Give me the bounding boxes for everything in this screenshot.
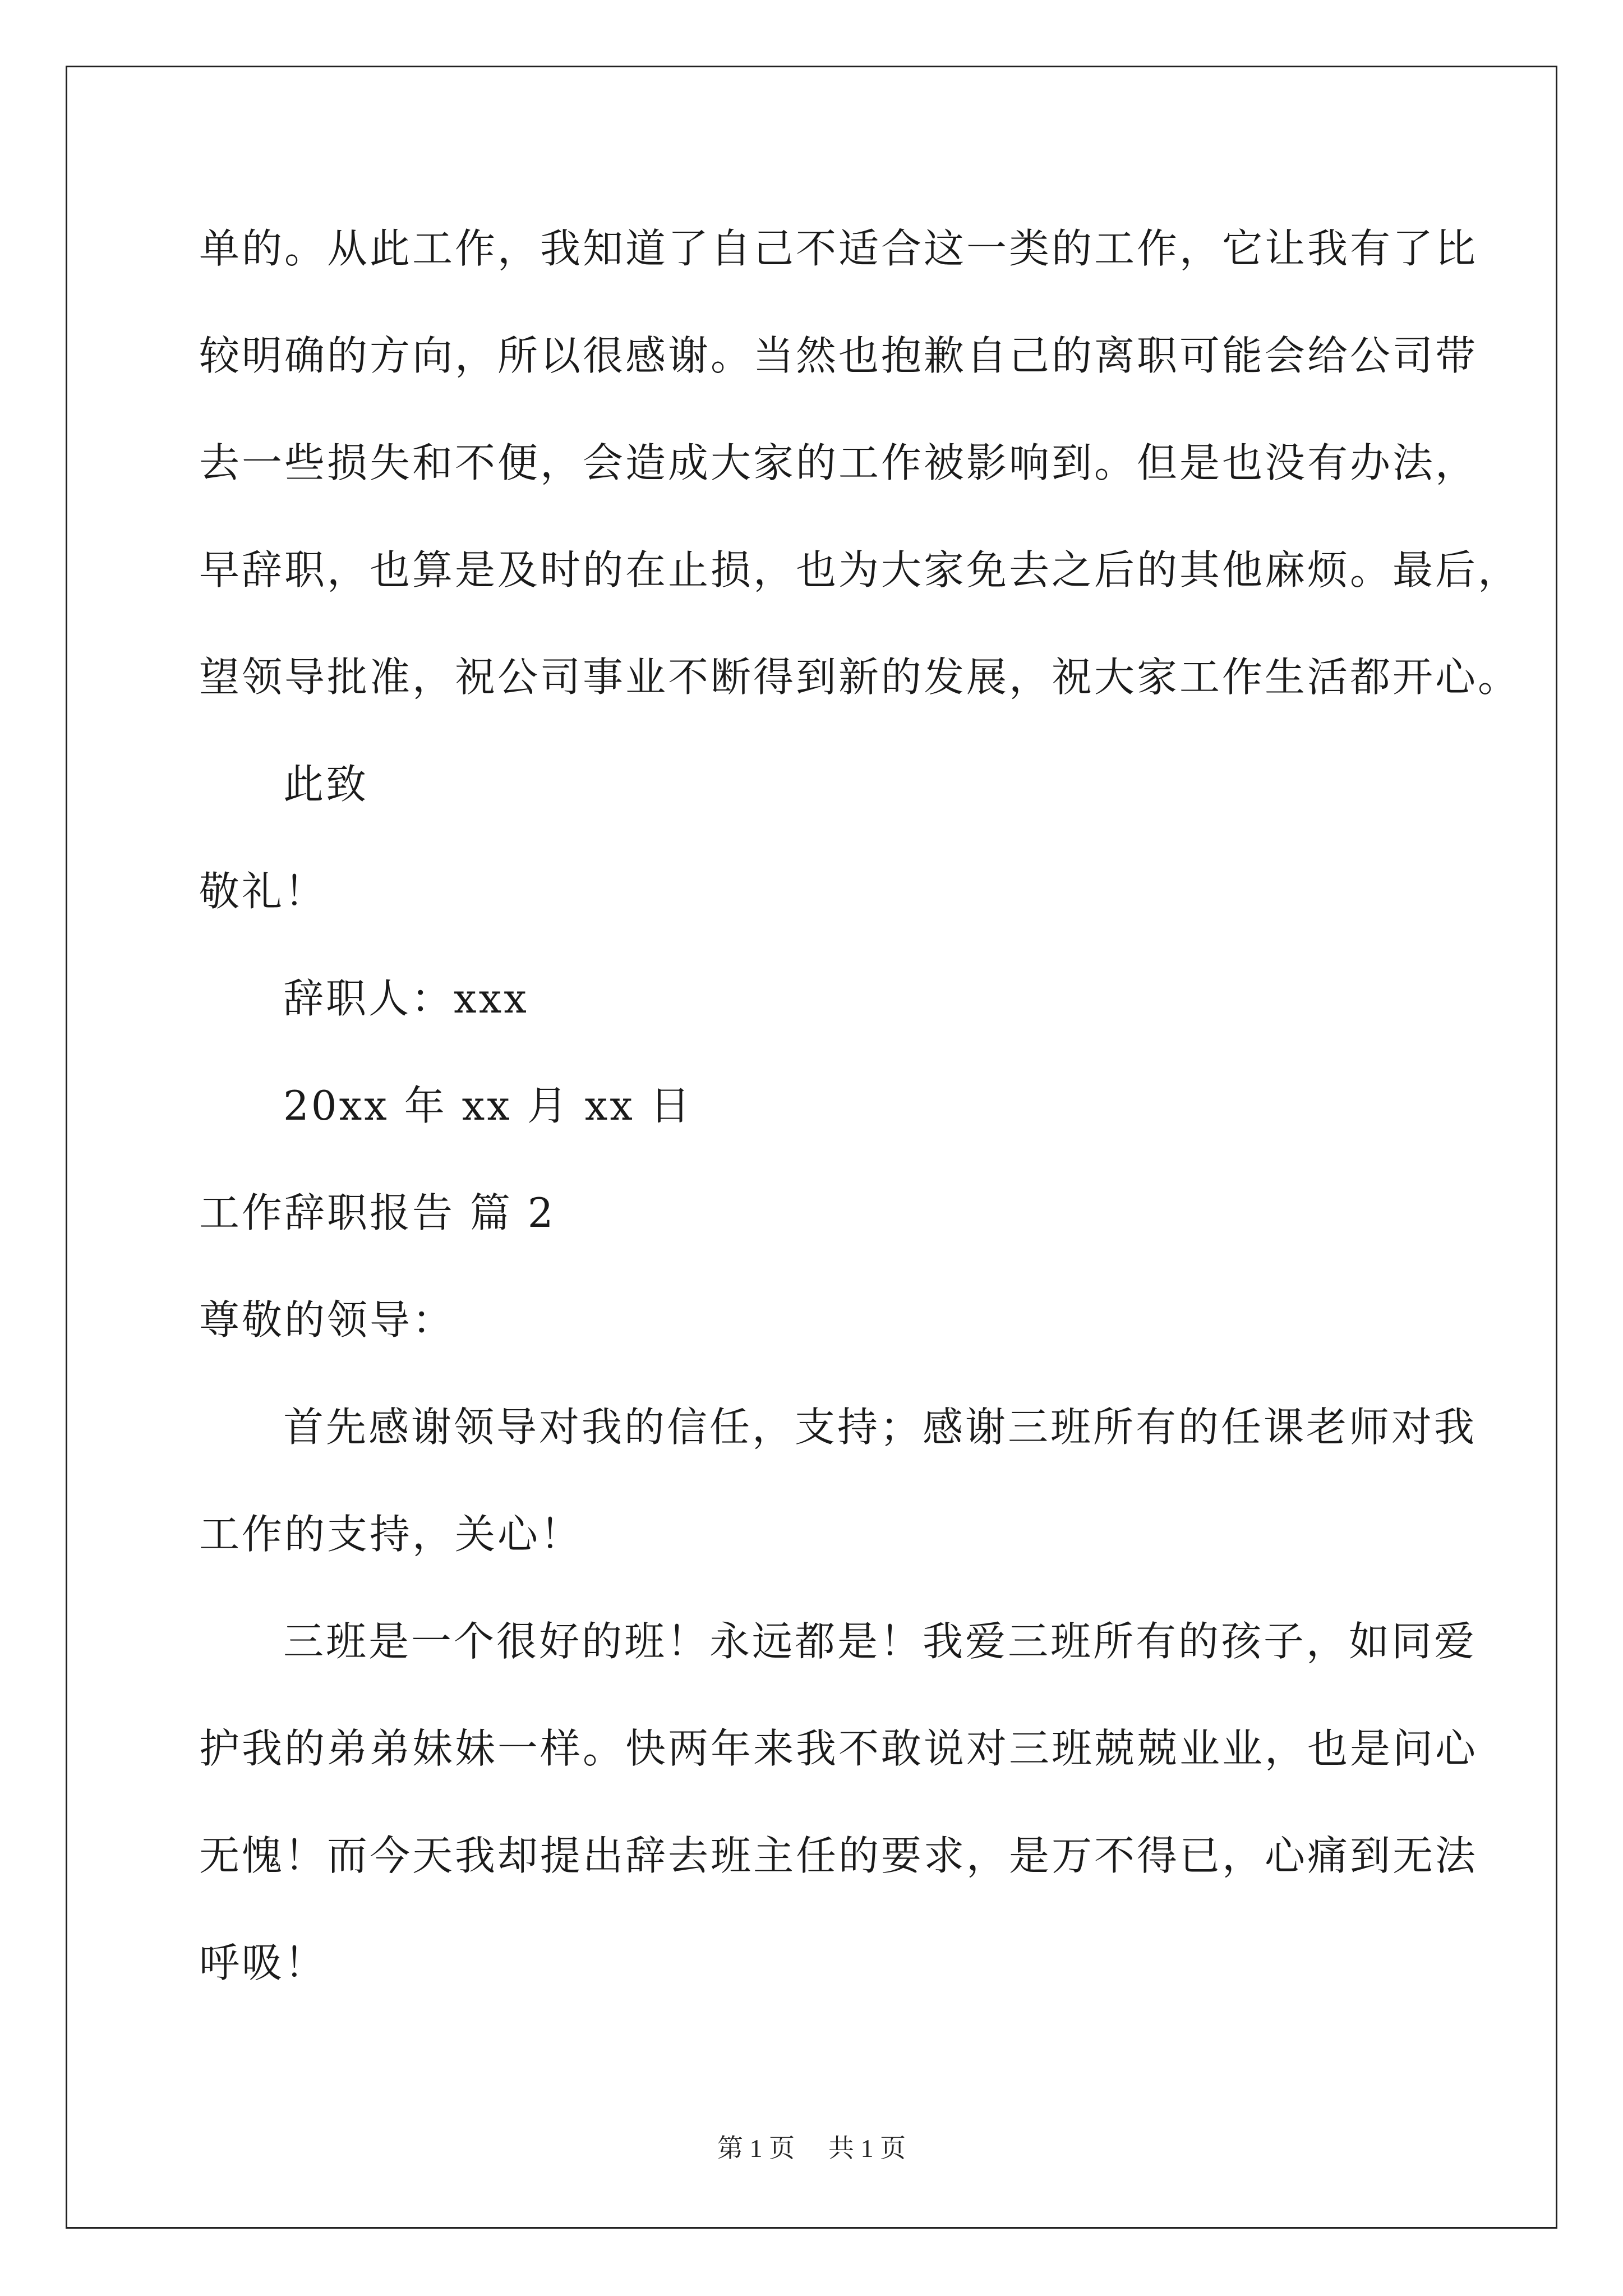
greeting: 尊敬的领导： bbox=[199, 1296, 455, 1343]
page-number-current: 第 1 页 bbox=[717, 2134, 795, 2162]
signature-name: 辞职人：xxx bbox=[283, 975, 529, 1022]
paragraph-line: 单的。从此工作，我知道了自己不适合这一类的工作，它让我有了比 bbox=[199, 225, 1478, 272]
paragraph-line: 无愧！而今天我却提出辞去班主任的要求，是万不得已，心痛到无法 bbox=[199, 1832, 1478, 1879]
page-footer bbox=[0, 2132, 1623, 2165]
paragraph-line: 去一些损失和不便，会造成大家的工作被影响到。但是也没有办法， bbox=[199, 439, 1478, 486]
signature-date: 20xx 年 xx 月 xx 日 bbox=[283, 1082, 693, 1129]
paragraph-line: 早辞职，也算是及时的在止损，也为大家免去之后的其他麻烦。最后， bbox=[199, 546, 1521, 593]
paragraph-line: 护我的弟弟妹妹一样。快两年来我不敢说对三班兢兢业业，也是问心 bbox=[199, 1725, 1478, 1772]
closing-regards: 敬礼！ bbox=[199, 868, 328, 915]
page-number-total: 共 1 页 bbox=[828, 2134, 906, 2162]
paragraph-line: 工作的支持，关心！ bbox=[199, 1511, 583, 1558]
paragraph-line: 首先感谢领导对我的信任，支持；感谢三班所有的任课老师对我 bbox=[283, 1404, 1477, 1451]
section-title: 工作辞职报告 篇 2 bbox=[199, 1189, 556, 1236]
document-body bbox=[199, 222, 1521, 2043]
paragraph-line: 三班是一个很好的班！永远都是！我爱三班所有的孩子，如同爱 bbox=[283, 1618, 1477, 1665]
paragraph-line: 呼吸！ bbox=[199, 1939, 328, 1986]
paragraph-line: 望领导批准，祝公司事业不断得到新的发展，祝大家工作生活都开心。 bbox=[199, 654, 1521, 701]
closing-salutation: 此致 bbox=[283, 761, 369, 808]
paragraph-line: 较明确的方向，所以很感谢。当然也抱歉自己的离职可能会给公司带 bbox=[199, 332, 1478, 379]
